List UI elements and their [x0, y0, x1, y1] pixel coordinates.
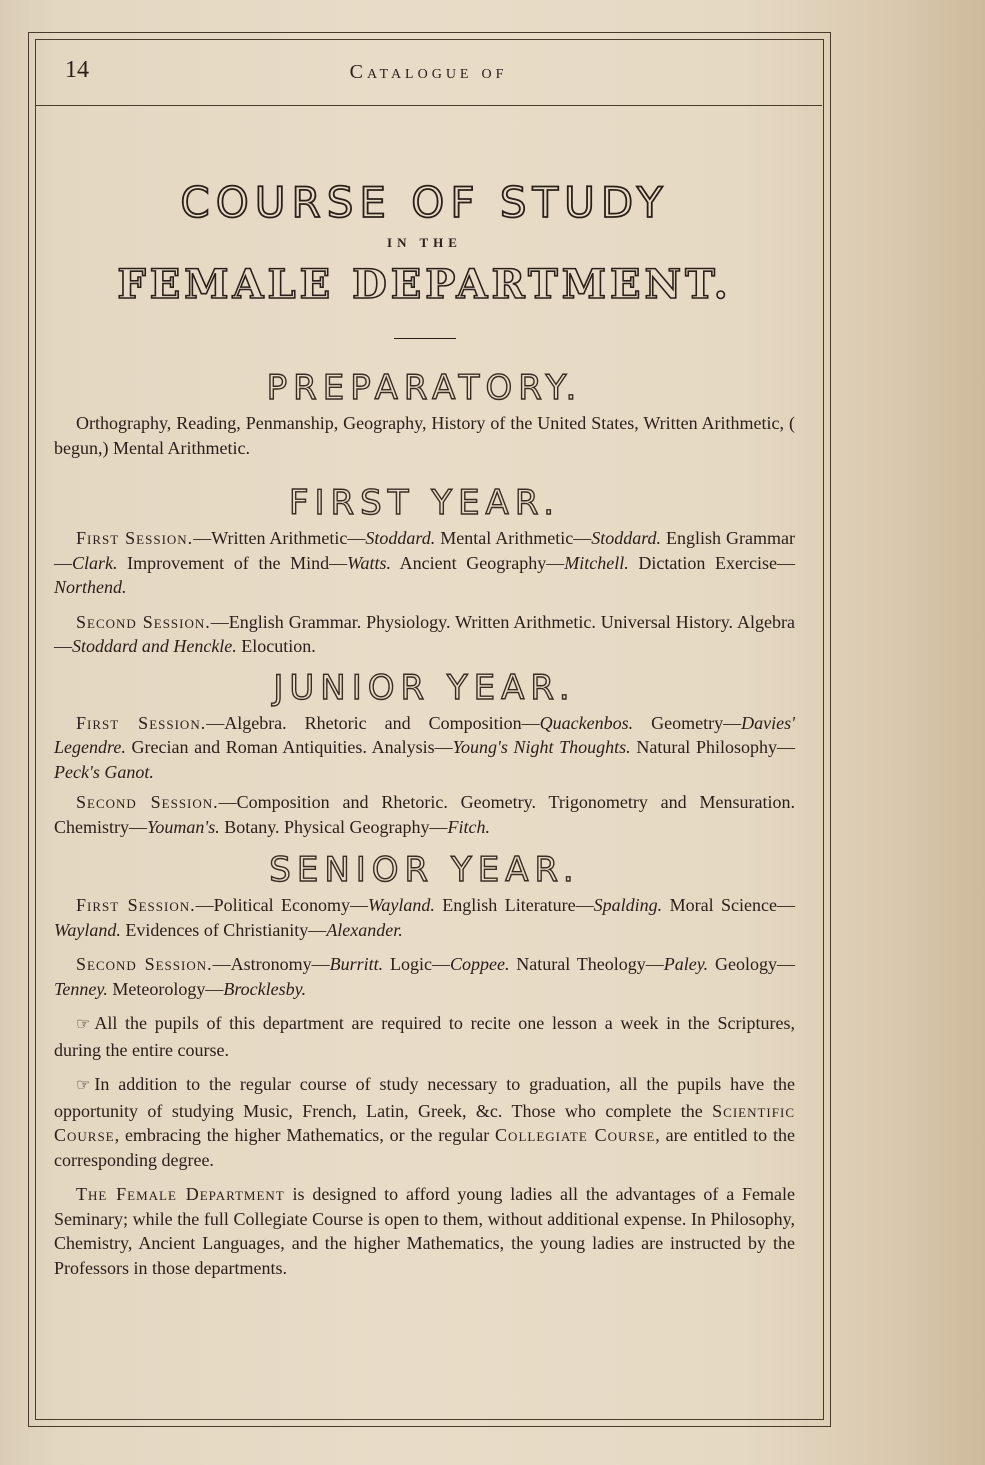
running-header	[35, 39, 822, 106]
scripture-note: ☞ All the pupils of this department are required to recite one lesson a week in the Scriptures, during the entire course.	[54, 1013, 795, 1060]
session-label: First Session.	[76, 528, 194, 548]
page-number: 14	[65, 57, 89, 83]
senior-year-first-session: First Session.—Political Economy—Wayland. English Literature—Spalding. Moral Science—Wayland. Evidences of Christianity—Alexander.	[54, 895, 795, 940]
pointing-hand-icon: ☞	[76, 1077, 91, 1094]
title-divider	[394, 338, 456, 339]
running-title: Catalogue of	[349, 61, 508, 83]
preparatory-heading: PREPARATORY.	[266, 368, 583, 408]
main-title: COURSE OF STUDY	[180, 178, 669, 227]
page-content	[54, 108, 795, 1280]
department-title: FEMALE DEPARTMENT.	[117, 261, 732, 308]
senior-year-heading: SENIOR YEAR.	[269, 850, 580, 890]
title-connector: IN THE	[387, 235, 462, 250]
session-label: Second Session.	[76, 792, 219, 812]
department-description: The Female Department is designed to afford young ladies all the advantages of a Female Seminary; while the full Collegiate Course is open to them, without additional expense. In Philosophy, Chemistry, Ancient Languages, and the higher Mathematics, the young ladies are instructed by the Professors in those departments.	[54, 1184, 795, 1278]
pointing-hand-icon: ☞	[76, 1016, 91, 1033]
session-label: First Session.	[76, 712, 207, 733]
first-year-first-session: First Session.—Written Arithmetic—Stoddard. Mental Arithmetic—Stoddard. English Grammar—Clark. Improvement of the Mind—Watts. Ancient Geography—Mitchell. Dictation Exercise—Northend.	[54, 528, 795, 597]
junior-year-heading: JUNIOR YEAR.	[273, 667, 576, 708]
session-label: Second Session.	[76, 954, 213, 974]
first-year-heading: FIRST YEAR.	[288, 483, 561, 523]
session-label: Second Session.	[76, 611, 211, 632]
senior-year-second-session: Second Session.—Astronomy—Burritt. Logic—Coppee. Natural Theology—Paley. Geology—Tenney. Meteorology—Brocklesby.	[54, 954, 795, 999]
junior-year-first-session: First Session.—Algebra. Rhetoric and Composition—Quackenbos. Geometry—Davies' Legendre. Grecian and Roman Antiquities. Analysis—Young's Night Thoughts. Natural Philosophy—Peck's Ganot.	[54, 712, 795, 782]
first-year-second-session: Second Session.—English Grammar. Physiology. Written Arithmetic. Universal History. Algebra—Stoddard and Henckle. Elocution.	[54, 611, 795, 656]
additional-study-note: ☞ In addition to the regular course of study necessary to graduation, all the pupils have the opportunity of studying Music, French, Latin, Greek, &c. Those who complete the Scientific Course, embracing the higher Mathematics, or the regular Collegiate Course, are entitled to the corresponding degree.	[54, 1074, 795, 1170]
session-label: First Session.	[76, 895, 196, 915]
preparatory-text: Orthography, Reading, Penmanship, Geography, History of the United States, Written Arithmetic, ( begun,) Mental Arithmetic.	[54, 413, 795, 458]
junior-year-second-session: Second Session.—Composition and Rhetoric. Geometry. Trigonometry and Mensuration. Chemistry—Youman's. Botany. Physical Geography—Fitch.	[54, 792, 795, 837]
